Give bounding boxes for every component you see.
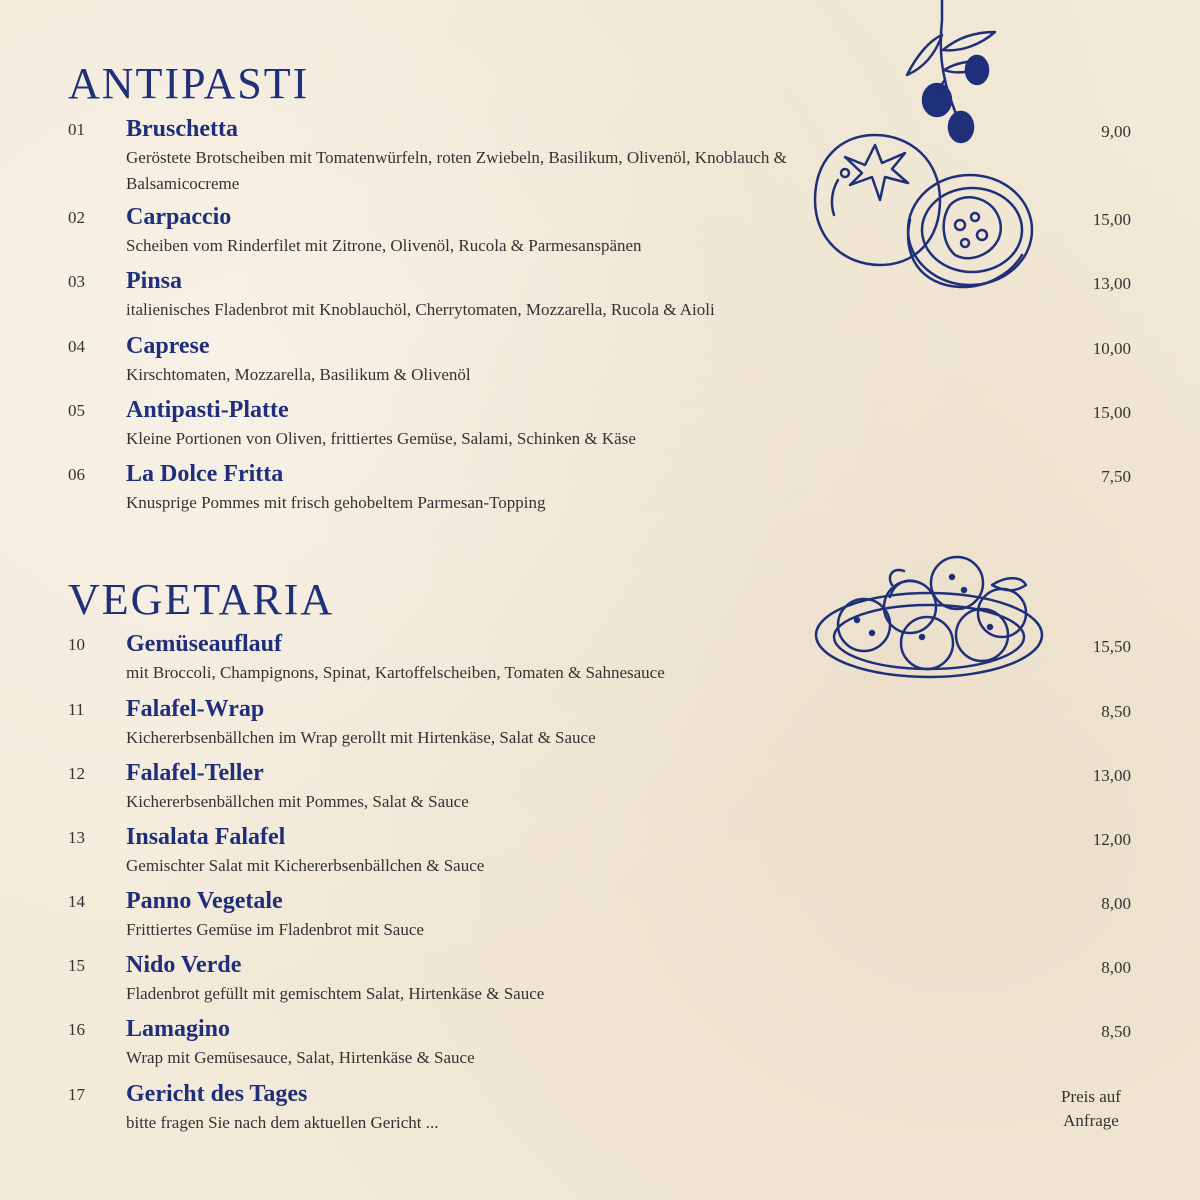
item-price: 15,00 (1092, 403, 1131, 422)
item-description: Knusprige Pommes mit frisch gehobeltem Parmesan-Topping (126, 493, 546, 512)
menu-item (0, 760, 1200, 824)
menu-item (0, 268, 1200, 332)
menu-item (0, 1016, 1200, 1080)
section-title-vegetaria: VEGETARIA (68, 575, 335, 624)
item-description: mit Broccoli, Champignons, Spinat, Kartoffelscheiben, Tomaten & Sahnesauce (126, 663, 665, 682)
item-name: Insalata Falafel (126, 824, 286, 850)
item-price: 9,00 (1101, 122, 1131, 141)
item-description: Kichererbsenbällchen mit Pommes, Salat & Sauce (126, 792, 469, 811)
menu-item (0, 204, 1200, 268)
item-price: 15,00 (1092, 210, 1131, 229)
menu-item (0, 824, 1200, 888)
menu-item (0, 397, 1200, 461)
item-number: 16 (68, 1020, 85, 1039)
item-price: 8,50 (1101, 702, 1131, 721)
item-description: Fladenbrot gefüllt mit gemischtem Salat, Hirtenkäse & Sauce (126, 984, 545, 1003)
section-title-antipasti: ANTIPASTI (68, 59, 310, 108)
item-name: Lamagino (126, 1016, 231, 1042)
item-description: bitte fragen Sie nach dem aktuellen Gericht ... (126, 1113, 439, 1132)
item-description: Kichererbsenbällchen im Wrap gerollt mit Hirtenkäse, Salat & Sauce (126, 728, 596, 747)
item-name: Falafel-Teller (126, 760, 264, 786)
item-number: 10 (68, 635, 85, 654)
item-name: Antipasti-Platte (126, 397, 289, 423)
item-number: 17 (68, 1085, 85, 1104)
item-name: Carpaccio (126, 204, 232, 230)
item-price: 8,50 (1101, 1022, 1131, 1041)
item-description: Kirschtomaten, Mozzarella, Basilikum & Olivenöl (126, 365, 471, 384)
item-description: Scheiben vom Rinderfilet mit Zitrone, Olivenöl, Rucola & Parmesanspänen (126, 236, 642, 255)
item-price: 10,00 (1092, 339, 1131, 358)
item-description: italienisches Fladenbrot mit Knoblauchöl, Cherrytomaten, Mozzarella, Rucola & Aioli (126, 300, 715, 319)
menu-item (0, 461, 1200, 525)
item-number: 01 (68, 120, 85, 139)
menu-item (0, 888, 1200, 952)
item-price: 13,00 (1092, 274, 1131, 293)
item-name: Gemüseauflauf (126, 631, 282, 657)
item-price: 7,50 (1101, 467, 1131, 486)
item-name: Gericht des Tages (126, 1081, 308, 1107)
item-description: Frittiertes Gemüse im Fladenbrot mit Sauce (126, 920, 424, 939)
item-description: Gemischter Salat mit Kichererbsenbällchen & Sauce (126, 856, 485, 875)
item-number: 14 (68, 892, 85, 911)
item-number: 04 (68, 337, 85, 356)
item-name: Bruschetta (126, 116, 238, 142)
menu-item (0, 333, 1200, 397)
item-number: 06 (68, 465, 85, 484)
menu-item (0, 116, 1200, 193)
menu-item (0, 696, 1200, 760)
item-number: 02 (68, 208, 85, 227)
item-name: Caprese (126, 333, 210, 359)
item-price: 8,00 (1101, 958, 1131, 977)
item-name: La Dolce Fritta (126, 461, 284, 487)
item-price: 8,00 (1101, 894, 1131, 913)
menu-item (0, 952, 1200, 1016)
item-price: 13,00 (1092, 766, 1131, 785)
item-number: 11 (68, 700, 85, 719)
item-number: 13 (68, 828, 85, 847)
item-number: 05 (68, 401, 85, 420)
item-name: Falafel-Wrap (126, 696, 265, 722)
item-price: 12,00 (1092, 830, 1131, 849)
item-name: Pinsa (126, 268, 183, 294)
menu-item (0, 1081, 1200, 1145)
item-price: 15,50 (1092, 637, 1131, 656)
item-number: 03 (68, 272, 85, 291)
item-description: Kleine Portionen von Oliven, frittiertes Gemüse, Salami, Schinken & Käse (126, 429, 636, 448)
item-name: Panno Vegetale (126, 888, 283, 914)
item-description: Wrap mit Gemüsesauce, Salat, Hirtenkäse & Sauce (126, 1048, 475, 1067)
item-name: Nido Verde (126, 952, 242, 978)
item-description: Geröstete Brotscheiben mit Tomatenwürfeln, roten Zwiebeln, Basilikum, Olivenöl, Knoblauch & Balsamicocreme (126, 148, 787, 193)
item-number: 12 (68, 764, 85, 783)
item-number: 15 (68, 956, 85, 975)
item-price: Preis auf Anfrage (1061, 1087, 1121, 1130)
menu-item (0, 631, 1200, 695)
